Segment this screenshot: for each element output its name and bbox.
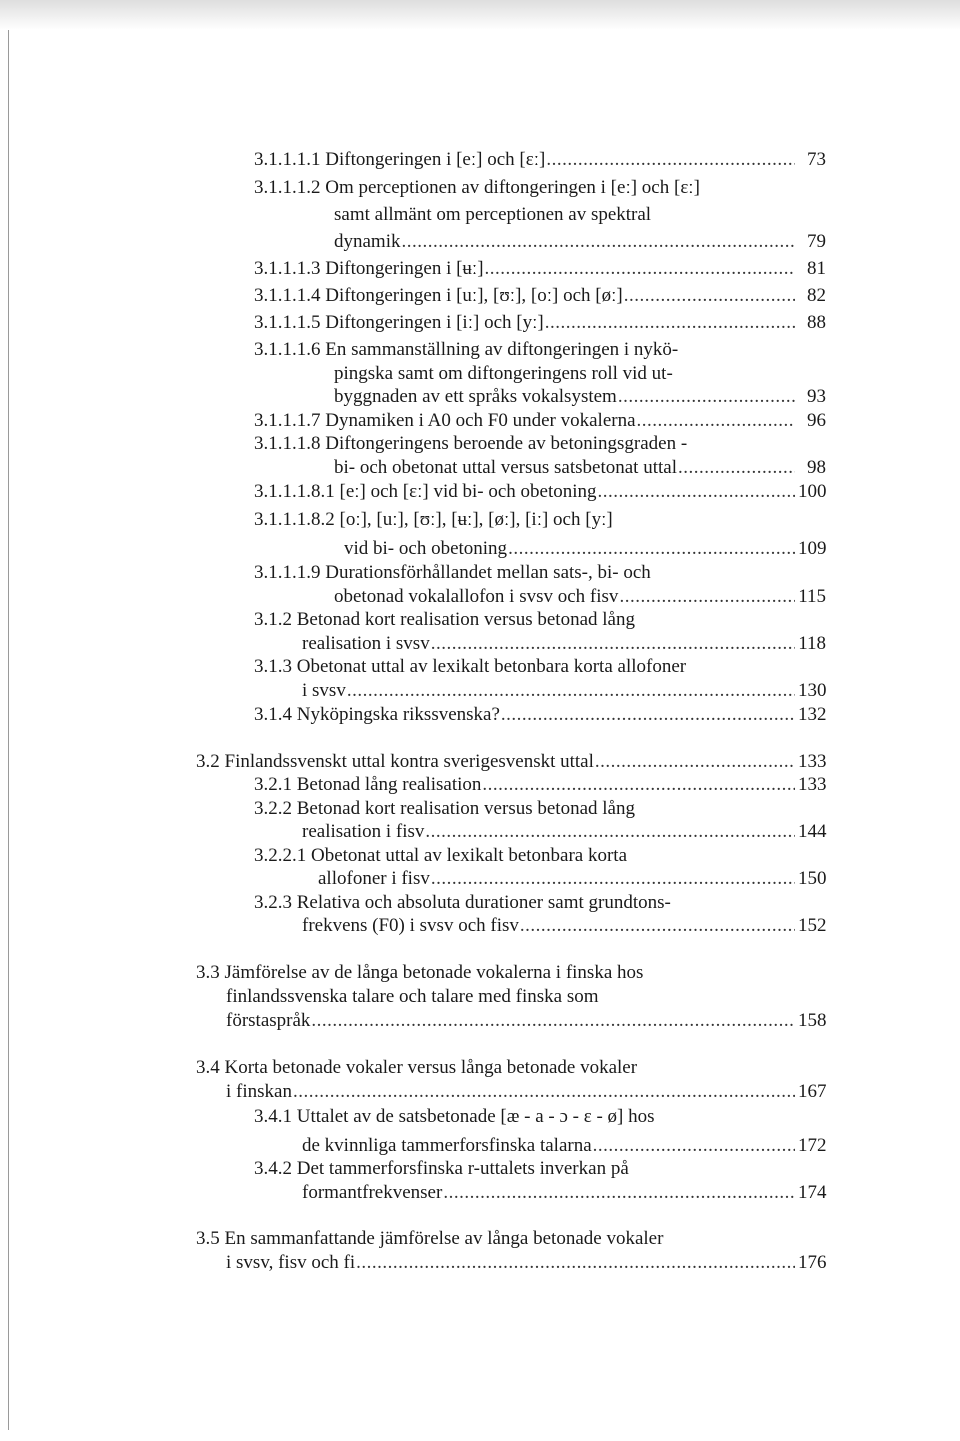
toc-leader-dots <box>425 820 795 844</box>
toc-entry-continuation <box>302 1181 826 1205</box>
toc-leader-dots <box>356 1251 795 1275</box>
toc-entry <box>254 773 826 797</box>
toc-entry-continuation <box>318 867 826 891</box>
toc-entry-title: 3.2 Finlandssvenskt uttal kontra sverigesvenskt uttal <box>196 751 594 772</box>
toc-entry <box>196 1056 637 1080</box>
toc-entry-continuation <box>226 1080 826 1104</box>
toc-entry-continuation <box>334 585 826 609</box>
toc-entry-title: bi- och obetonat uttal versus satsbetonat uttal <box>334 457 677 478</box>
toc-leader-dots <box>618 385 795 409</box>
toc-entry-title: 3.1.1.1.4 Diftongeringen i [uː], [ʊː], [oː] och [øː] <box>254 285 623 306</box>
toc-entry <box>254 338 678 362</box>
toc-entry <box>254 409 826 433</box>
toc-entry <box>254 561 651 585</box>
toc-entry-page: 130 <box>798 680 827 701</box>
toc-entry <box>254 148 826 172</box>
toc-entry <box>254 257 826 281</box>
toc-entry-title: frekvens (F0) i svsv och fisv <box>302 915 519 936</box>
toc-entry-title: 3.4 Korta betonade vokaler versus långa betonade vokaler <box>196 1057 638 1078</box>
toc-entry-title: formantfrekvenser <box>302 1182 443 1203</box>
toc-entry <box>254 655 686 679</box>
toc-entry-title: samt allmänt om perceptionen av spektral <box>334 204 652 225</box>
toc-entry-continuation <box>334 362 673 386</box>
toc-entry-continuation <box>334 203 651 227</box>
toc-leader-dots <box>501 703 795 727</box>
toc-entry-page: 152 <box>798 915 827 936</box>
toc-entry-title: 3.3 Jämförelse av de långa betonade vokalerna i finska hos <box>196 962 644 983</box>
toc-entry <box>254 480 826 504</box>
toc-entry <box>196 750 826 774</box>
toc-entry-continuation <box>302 1134 826 1158</box>
toc-entry-page: 118 <box>798 633 826 654</box>
toc-leader-dots <box>311 1009 795 1033</box>
toc-entry-title: 3.4.1 Uttalet av de satsbetonade [æ - a - ɔ - ɛ - ø] hos <box>254 1106 655 1127</box>
toc-entry-title: 3.5 En sammanfattande jämförelse av långa betonade vokaler <box>196 1228 664 1249</box>
toc-entry-title: i svsv <box>302 680 346 701</box>
toc-entry-page: 109 <box>798 538 827 559</box>
toc-entry-title: 3.1.1.1.8.1 [eː] och [ɛː] vid bi- och obetoning <box>254 481 597 502</box>
toc-leader-dots <box>293 1080 795 1104</box>
toc-entry-continuation <box>302 820 826 844</box>
toc-entry-page: 79 <box>807 231 826 252</box>
toc-entry-title: obetonad vokalallofon i svsv och fisv <box>334 586 619 607</box>
toc-entry-title: förstaspråk <box>226 1010 311 1031</box>
toc-entry-title: 3.2.1 Betonad lång realisation <box>254 774 482 795</box>
toc-entry-page: 88 <box>807 312 826 333</box>
toc-entry-title: realisation i svsv <box>302 633 430 654</box>
toc-leader-dots <box>545 311 795 335</box>
toc-entry-page: 98 <box>807 457 826 478</box>
toc-entry-page: 176 <box>798 1252 827 1273</box>
toc-entry-title: 3.1.1.1.8.2 [oː], [uː], [ʊː], [ʉː], [øː], [iː] och [yː] <box>254 509 613 530</box>
toc-entry-page: 133 <box>798 751 827 772</box>
toc-entry-title: 3.2.2 Betonad kort realisation versus betonad lång <box>254 798 635 819</box>
toc-entry <box>254 508 613 532</box>
toc-entry-page: 174 <box>798 1182 827 1203</box>
toc-entry-title: pingska samt om diftongeringens roll vid ut- <box>334 363 673 384</box>
toc-leader-dots <box>593 1134 795 1158</box>
toc-entry-title: 3.4.2 Det tammerforsfinska r-uttalets inverkan på <box>254 1158 629 1179</box>
toc-entry-page: 82 <box>807 285 826 306</box>
toc-entry-continuation <box>226 1009 826 1033</box>
toc-entry-continuation <box>334 385 826 409</box>
toc-entry <box>254 1105 655 1129</box>
toc-entry-page: 158 <box>798 1010 827 1031</box>
toc-entry-continuation <box>226 985 599 1009</box>
toc-leader-dots <box>624 284 795 308</box>
toc-leader-dots <box>598 480 795 504</box>
toc-entry <box>196 1227 663 1251</box>
toc-entry-title: vid bi- och obetoning <box>344 538 508 559</box>
toc-leader-dots <box>508 537 795 561</box>
toc-entry-page: 96 <box>807 410 826 431</box>
toc-leader-dots <box>431 632 795 656</box>
toc-leader-dots <box>619 585 795 609</box>
toc-entry-page: 115 <box>798 586 826 607</box>
toc-entry <box>254 844 627 868</box>
toc-entry-page: 73 <box>807 149 826 170</box>
toc-entry-title: 3.2.3 Relativa och absoluta durationer samt grundtons- <box>254 892 671 913</box>
toc-entry-page: 144 <box>798 821 827 842</box>
toc-entry-title: 3.1.1.1.8 Diftongeringens beroende av betoningsgraden - <box>254 433 688 454</box>
toc-entry-title: 3.1.1.1.6 En sammanställning av diftongeringen i nykö- <box>254 339 679 360</box>
toc-entry-title: 3.1.1.1.7 Dynamiken i A0 och F0 under vokalerna <box>254 410 636 431</box>
toc-entry-continuation <box>226 1251 826 1275</box>
toc-entry <box>254 432 687 456</box>
toc-leader-dots <box>402 230 796 254</box>
toc-entry <box>254 284 826 308</box>
toc-entry-title: 3.1.1.1.3 Diftongeringen i [ʉː] <box>254 258 484 279</box>
toc-entry-title: de kvinnliga tammerforsfinska talarna <box>302 1135 592 1156</box>
toc-entry-title: dynamik <box>334 231 401 252</box>
toc-entry-title: realisation i fisv <box>302 821 425 842</box>
toc-entry-continuation <box>302 914 826 938</box>
toc-leader-dots <box>347 679 795 703</box>
toc-entry-title: 3.1.4 Nyköpingska rikssvenska? <box>254 704 500 725</box>
toc-entry-page: 150 <box>798 868 827 889</box>
toc-entry <box>254 311 826 335</box>
toc-entry-continuation <box>344 537 826 561</box>
toc-entry-continuation <box>334 230 826 254</box>
toc-entry-title: byggnaden av ett språks vokalsystem <box>334 386 617 407</box>
toc-entry-title: 3.1.1.1.9 Durationsförhållandet mellan sats-, bi- och <box>254 562 651 583</box>
toc-entry-title: 3.1.2 Betonad kort realisation versus betonad lång <box>254 609 635 630</box>
toc-entry-title: 3.1.1.1.1 Diftongeringen i [eː] och [ɛː] <box>254 149 546 170</box>
toc-entry <box>254 703 826 727</box>
toc-entry-title: 3.1.1.1.5 Diftongeringen i [iː] och [yː] <box>254 312 544 333</box>
toc-entry-title: i finskan <box>226 1081 292 1102</box>
toc-entry-page: 132 <box>798 704 827 725</box>
toc-entry-title: allofoner i fisv <box>318 868 430 889</box>
toc-entry <box>254 176 700 200</box>
toc-entry-page: 172 <box>798 1135 827 1156</box>
toc-entry-title: 3.1.1.1.2 Om perceptionen av diftongeringen i [eː] och [ɛː] <box>254 177 700 198</box>
toc-entry <box>254 608 635 632</box>
toc-entry-title: 3.1.3 Obetonat uttal av lexikalt betonbara korta allofoner <box>254 656 687 677</box>
toc-leader-dots <box>482 773 795 797</box>
toc-entry-title: i svsv, fisv och fi <box>226 1252 356 1273</box>
toc-entry-page: 100 <box>798 481 827 502</box>
toc-leader-dots <box>678 456 795 480</box>
toc-leader-dots <box>546 148 795 172</box>
toc-entry-title: 3.2.2.1 Obetonat uttal av lexikalt betonbara korta <box>254 845 628 866</box>
toc-entry-continuation <box>302 632 826 656</box>
toc-entry <box>196 961 643 985</box>
toc-leader-dots <box>485 257 795 281</box>
toc-entry <box>254 891 671 915</box>
toc-entry-title: finlandssvenska talare och talare med finska som <box>226 986 599 1007</box>
toc-leader-dots <box>595 750 795 774</box>
toc-entry-page: 93 <box>807 386 826 407</box>
toc-entry <box>254 797 635 821</box>
toc-leader-dots <box>443 1181 795 1205</box>
toc-leader-dots <box>520 914 795 938</box>
toc-leader-dots <box>431 867 795 891</box>
toc-entry-page: 167 <box>798 1081 827 1102</box>
toc-entry-continuation <box>302 679 826 703</box>
toc-entry-continuation <box>334 456 826 480</box>
toc-entry <box>254 1157 629 1181</box>
toc-leader-dots <box>637 409 795 433</box>
toc-entry-page: 81 <box>807 258 826 279</box>
toc-entry-page: 133 <box>798 774 827 795</box>
